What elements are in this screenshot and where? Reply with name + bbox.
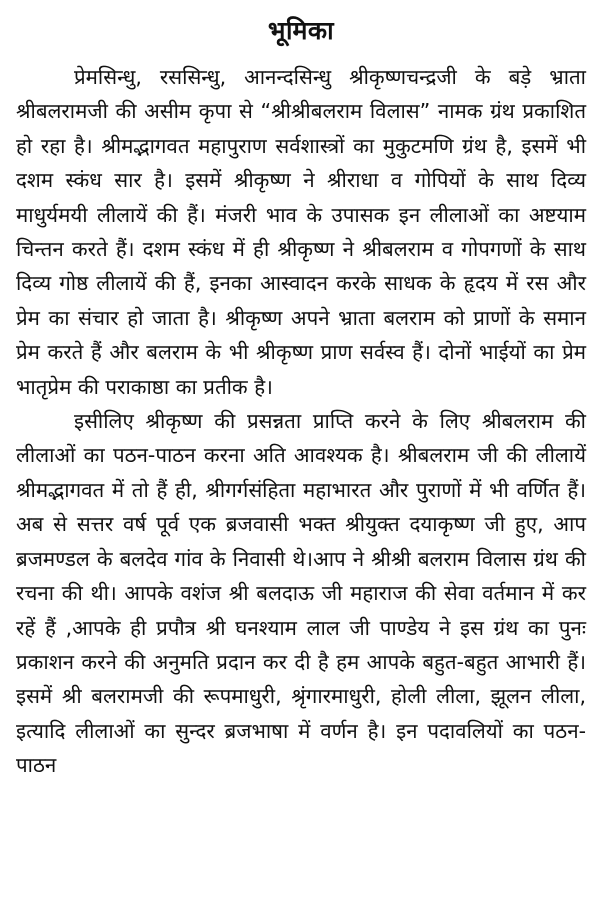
paragraph-2: इसीलिए श्रीकृष्ण की प्रसन्नता प्राप्ति करने के लिए श्रीबलराम की लीलाओं का पठन-पाठन करना अति आवश्यक है। श्रीबलराम जी की लीलायें श्रीमद्भागवत में तो हैं ही, श्रीगर्गसंहिता महाभारत और पुराणों में भी वर्णित हैं। अब से सत्तर वर्ष पूर्व एक ब्रजवासी भक्त श्रीयुक्त दयाकृष्ण जी हुए, आप ब्रजमण्डल के बलदेव गांव के निवासी थे।आप ने श्रीश्री बलराम विलास ग्रंथ की रचना की थी। आपके वशंज श्री बलदाऊ जी महाराज की सेवा वर्तमान में कर रहें हैं ,आपके ही प्रपौत्र श्री घनश्याम लाल जी पाण्डेय ने इस ग्रंथ का पुनः प्रकाशन करने की अनुमति प्रदान कर दी है हम आपके बहुत-बहुत आभारी हैं। इसमें श्री बलरामजी की रूपमाधुरी, श्रृंगारमाधुरी, होली लीला, झूलन लीला, इत्यादि लीलाओं का सुन्दर ब्रजभाषा में वर्णन है। इन पदावलियों का पठन-पाठन	[16, 409, 586, 778]
page-title: भूमिका	[267, 16, 335, 45]
paragraph-1: प्रेमसिन्धु, रससिन्धु, आनन्दसिन्धु श्रीकृष्णचन्द्रजी के बड़े भ्राता श्रीबलरामजी की असीम कृपा से “श्रीश्रीबलराम विलास” नामक ग्रंथ प्रकाशित हो रहा है। श्रीमद्भागवत महापुराण सर्वशास्त्रों का मुकुटमणि ग्रंथ है, इसमें भी दशम स्कंध सार है। इसमें श्रीकृष्ण ने श्रीराधा व गोपियों के साथ दिव्य माधुर्यमयी लीलायें की हैं। मंजरी भाव के उपासक इन लीलाओं का अष्टयाम चिन्तन करते हैं। दशम स्कंध में ही श्रीकृष्ण ने श्रीबलराम व गोपगणों के साथ दिव्य गोष्ठ लीलायें की हैं, इनका आस्वादन करके साधक के हृदय में रस और प्रेम का संचार हो जाता है। श्रीकृष्ण अपने भ्राता बलराम को प्राणों के समान प्रेम करते हैं और बलराम के भी श्रीकृष्ण प्राण सर्वस्व हैं। दोनों भाईयों का प्रेम भातृप्रेम की पराकाष्ठा का प्रतीक है।	[16, 65, 586, 399]
